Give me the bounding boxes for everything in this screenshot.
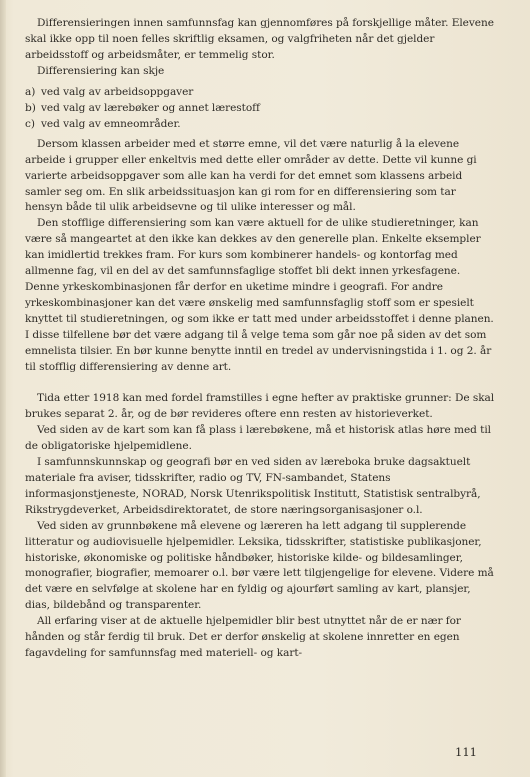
paragraph: Differensiering kan skje (37, 64, 165, 77)
paragraph: Den stofflige differensiering som kan være aktuell for de ulike studieretninger, kan være så mangeartet at den ikke kan dekkes av den generelle plan. Enkelte eksempler kan imidlertid trekkes fram. For kurs som kombinerer handels- og kontorfag med allmenne fag, vil en del av det samfunnsfaglige stoffet bli dekt innen yrkesfagene. Denne yrkeskombinasjonen får derfor en uketime mindre i geografi. For andre yrkeskombinasjoner kan det være ønskelig med samfunnsfaglig stoff som er spesielt knyttet til studieretningen, og som ikke er tatt med under arbeidsstoffet i denne planen. I disse tilfellene bør det være adgang til å velge tema som går noe på siden av det som emnelista tilsier. En bør kunne benytte inntil en tredel av undervisningstida i 1. og 2. år til stofflig differensiering av denne art. (25, 217, 494, 374)
list-item-text: ved valg av arbeidsoppgaver (41, 85, 194, 98)
paragraph: Tida etter 1918 kan med fordel framstilles i egne hefter av praktiske grunner: De skal brukes separat 2. år, og de bør revideres oftere enn resten av historieverket. (25, 391, 495, 420)
differentiation-list (25, 85, 495, 133)
paragraph: Ved siden av grunnbøkene må elevene og læreren ha lett adgang til supplerende litteratur og audiovisuelle hjelpemidler. Leksika, tidsskrifter, statistiske publikasjoner, historiske, økonomiske og politiske håndbøker, historiske kilde- og bildesamlinger, monografier, biografier, memoarer o.l. bør være lett tilgjengelige for elevene. Videre må det være en selvfølge at skolene har en fyldig og ajourført samling av kart, plansjer, dias, bildebånd og transparenter. (25, 519, 494, 612)
paragraph: Ved siden av de kart som kan få plass i lærebøkene, må et historisk atlas høre med til de obligatoriske hjelpemidlene. (25, 423, 491, 452)
paragraph: Dersom klassen arbeider med et større emne, vil det være naturlig å la elevene arbeide i grupper eller enkeltvis med dette eller områder av dette. Dette vil kunne gi varierte arbeidsoppgaver som alle kan ha verdi for det emnet som klassens arbeid samler seg om. En slik arbeidssituasjon kan gi rom for en differensiering som tar hensyn både til ulik arbeidsevne og til ulike interesser og mål. (25, 137, 477, 214)
list-marker: b) (25, 101, 36, 114)
list-item (25, 117, 495, 133)
list-marker: a) (25, 85, 36, 98)
paragraph: Differensieringen innen samfunnsfag kan gjennomføres på forskjellige måter. Elevene skal ikke opp til noen felles skriftlig eksamen, og valgfriheten når det gjelder arbeidsstoff og arbeidsmåter, er temmelig stor. (25, 17, 494, 61)
paragraph: I samfunnskunnskap og geografi bør en ved siden av læreboka bruke dagsaktuelt materiale fra aviser, tidsskrifter, radio og TV, FN-sambandet, Statens informasjonstjeneste, NORAD, Norsk Utenrikspolitisk Institutt, Statistisk sentralbyrå, Rikstrygdeverket, Arbeidsdirektoratet, de store næringsorganisasjoner o.l. (25, 455, 481, 516)
page-spine-shadow (0, 0, 6, 777)
list-item (25, 85, 495, 101)
list-item-text: ved valg av lærebøker og annet lærestoff (41, 101, 260, 114)
page-number: 111 (455, 745, 477, 759)
body-text (25, 16, 495, 662)
section-gap (25, 376, 495, 391)
paragraph: All erfaring viser at de aktuelle hjelpemidler blir best utnyttet når de er nær for hånden og står ferdig til bruk. Det er derfor ønskelig at skolene innretter en egen fagavdeling for samfunnsfag med materiell- og kart- (25, 615, 461, 660)
list-marker: c) (25, 117, 35, 130)
list-item (25, 101, 495, 117)
list-item-text: ved valg av emneområder. (41, 117, 181, 130)
